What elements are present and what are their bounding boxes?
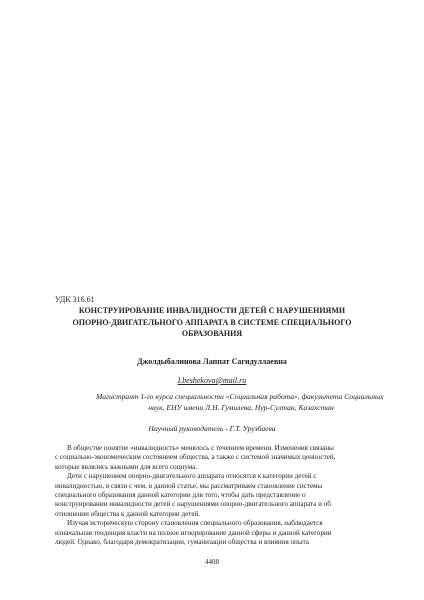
body-line: специального образования данной категории для того, чтобы дать представление о [55,491,306,500]
scientific-advisor: Научный руководитель - Г.Т. Урузбаева [148,424,276,433]
author-name: Джолдыбалинова Лаппат Сагидуллаевна [137,357,287,366]
body-line: Изучая историческую сторону становления специального образования, наблюдается [67,519,323,528]
body-line: с социально-экономическим состоянием общества, а также с системой значимых ценностей, [55,453,336,462]
body-line: В обществе понятие «инвалидность» менялось с течением времени. Изменения связаны [67,444,334,452]
title-line: КОНСТРУИРОВАНИЕ ИНВАЛИДНОСТИ ДЕТЕЙ С НАРУШЕНИЯМИ [78,306,346,315]
title-line: ОБРАЗОВАНИЯ [181,329,243,338]
affiliation-line: Магистрант 1-го курса специальности «Социальная работа», факультета Социальных [96,392,384,401]
udk-code: УДК 316.61 [55,295,95,304]
body-line: Дети с нарушением опорно-двигательного аппарата относятся к категории детей с [67,472,317,481]
article-title [50,305,374,340]
body-line: изначальная тенденция власти на полное игнорирование данной сферы и данной категории [55,528,332,537]
page-number: 4408 [205,558,219,566]
body-line: которые являлись важными для всего социума. [55,462,198,471]
body-line: отношении общества к данной категории детей. [55,509,201,518]
body-line: людей. Однако, благодаря демократизации, гуманизации общества и влияния опыта [55,538,309,547]
article-body [55,444,370,547]
author-affiliation [96,392,386,413]
body-line: конструировании инвалидности детей с нарушениями опорно-двигательного аппарата и об [55,500,331,509]
affiliation-line: наук, ЕНУ имени Л.Н. Гумилева, Нур-Султан, Казахстан [148,402,334,412]
title-line: ОПОРНО-ДВИГАТЕЛЬНОГО АППАРАТА В СИСТЕМЕ СПЕЦИАЛЬНОГО [72,317,352,327]
author-email-link[interactable]: Lbeshekova@mail.ru [177,376,247,385]
body-line: инвалидностью, в связи с чем, в данной статье, мы рассматриваем становление системы [55,481,323,490]
